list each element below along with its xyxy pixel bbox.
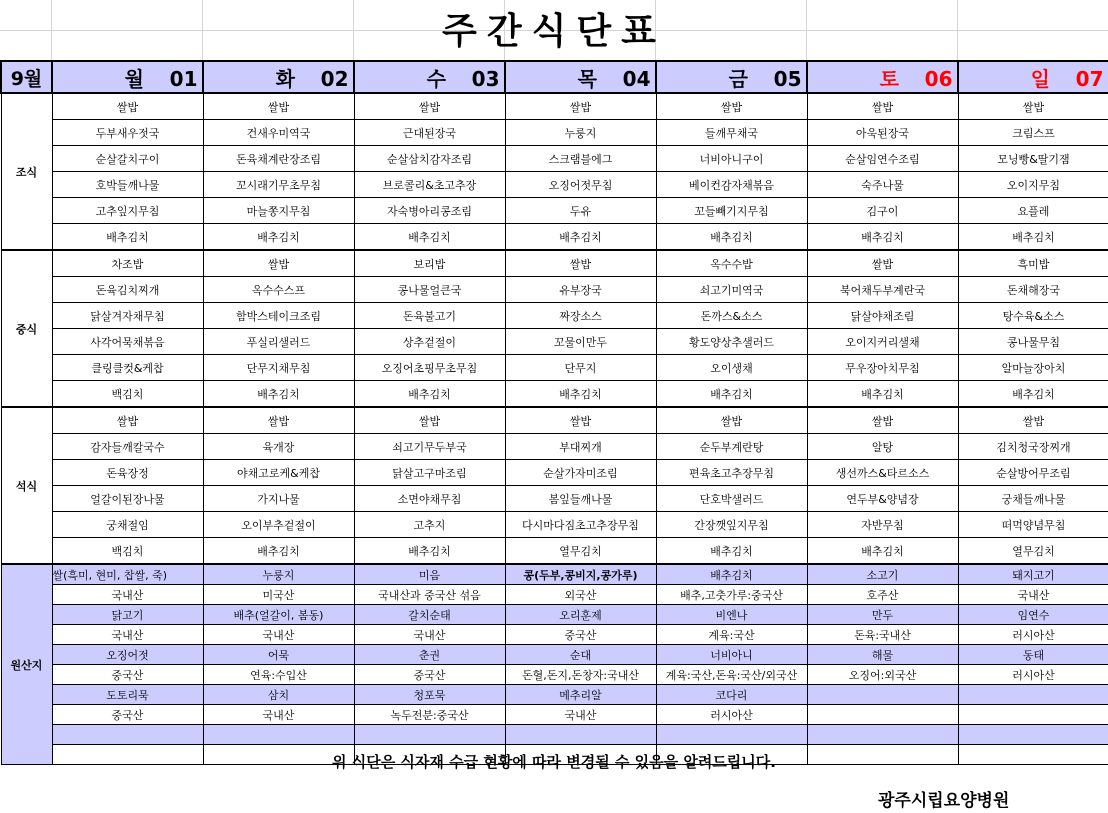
menu-cell: 순살임연수조림 [807,146,958,172]
menu-cell: 배추김치 [203,224,354,251]
notice-text: 위 식단은 식자재 수급 현황에 따라 변경될 수 있음을 알려드립니다. [332,753,776,771]
menu-cell: 김구이 [807,198,958,224]
menu-cell: 북어채두부계란국 [807,277,958,303]
day-header [52,61,203,93]
menu-cell: 알탕 [807,434,958,460]
menu-cell: 스크램블에그 [505,146,656,172]
menu-cell: 배추김치 [807,381,958,408]
menu-cell: 오이생채 [656,355,807,381]
menu-row [1,303,1108,329]
menu-cell: 쌀밥 [656,93,807,120]
menu-cell: 닭살고구마조림 [354,460,505,486]
menu-row [1,355,1108,381]
origin-cell: 미음 [354,564,505,585]
menu-cell: 배추김치 [354,224,505,251]
menu-cell: 열무김치 [958,538,1108,565]
menu-cell: 쌀밥 [958,93,1108,120]
menu-cell: 야채고로케&케찹 [203,460,354,486]
menu-cell: 콩나물무침 [958,329,1108,355]
origin-cell: 해물 [807,645,958,665]
origin-cell [656,725,807,745]
menu-cell: 돈육장정 [52,460,203,486]
menu-cell: 짜장소스 [505,303,656,329]
origin-cell: 춘권 [354,645,505,665]
menu-cell: 봄잎들깨나물 [505,486,656,512]
origin-cell [958,725,1108,745]
origin-cell: 계육:국산,돈육:국산/외국산 [656,665,807,685]
menu-cell: 꼬물이만두 [505,329,656,355]
menu-cell: 배추김치 [958,224,1108,251]
day-header [505,61,656,93]
origin-cell: 쌀(흑미, 현미, 찹쌀, 죽) [52,564,203,585]
menu-cell: 김치청국장찌개 [958,434,1108,460]
menu-cell: 누룽지 [505,120,656,146]
origin-cell: 외국산 [505,585,656,605]
menu-cell: 부대찌개 [505,434,656,460]
origin-cell: 콩(두부,콩비지,콩가루) [505,564,656,585]
origin-cell: 러시아산 [656,705,807,725]
day-name: 금 [728,66,748,91]
origin-cell: 임연수 [958,605,1108,625]
menu-cell: 편육초고추장무침 [656,460,807,486]
menu-cell: 돈육불고기 [354,303,505,329]
menu-cell: 마늘쫑지무침 [203,198,354,224]
menu-cell: 배추김치 [203,381,354,408]
menu-cell: 단호박샐러드 [656,486,807,512]
origin-cell: 국내산 [505,705,656,725]
menu-cell: 무우장아치무침 [807,355,958,381]
menu-cell: 떠먹양념무침 [958,512,1108,538]
origin-cell: 러시아산 [958,625,1108,645]
day-number: 04 [622,66,651,91]
origin-cell: 돼지고기 [958,564,1108,585]
menu-row [1,407,1108,434]
menu-cell: 궁채들깨나물 [958,486,1108,512]
menu-cell: 알마늘장아치 [958,355,1108,381]
menu-row [1,224,1108,251]
menu-cell: 배추김치 [656,538,807,565]
origin-cell: 메추리알 [505,685,656,705]
origin-row [1,564,1108,585]
menu-cell: 숙주나물 [807,172,958,198]
origin-row [1,665,1108,685]
menu-cell: 배추김치 [354,381,505,408]
menu-cell: 근대된장국 [354,120,505,146]
menu-cell: 쌀밥 [203,93,354,120]
menu-cell: 자숙병아리콩조림 [354,198,505,224]
origin-label: 원산지 [1,564,52,765]
menu-cell: 탕수육&소스 [958,303,1108,329]
origin-cell: 어묵 [203,645,354,665]
origin-cell: 배추(얼갈이, 봄동) [203,605,354,625]
menu-cell: 백김치 [52,538,203,565]
day-header-row [1,61,1108,93]
origin-row [1,645,1108,665]
menu-cell: 보리밥 [354,250,505,277]
menu-cell: 감자들깨칼국수 [52,434,203,460]
menu-cell: 쌀밥 [52,407,203,434]
menu-cell: 배추김치 [656,224,807,251]
meal-label: 조식 [1,93,52,250]
menu-cell: 옥수수밥 [656,250,807,277]
menu-cell: 들깨무채국 [656,120,807,146]
menu-cell: 쌀밥 [958,407,1108,434]
origin-cell: 계육:국산 [656,625,807,645]
day-name: 토 [879,66,899,91]
origin-cell: 갈치순태 [354,605,505,625]
day-number: 06 [924,66,953,91]
menu-cell: 닭살겨자채무침 [52,303,203,329]
menu-cell: 백김치 [52,381,203,408]
origin-cell: 국내산 [958,585,1108,605]
origin-cell: 중국산 [354,665,505,685]
origin-cell: 녹두전분:중국산 [354,705,505,725]
menu-cell: 함박스테이크조림 [203,303,354,329]
origin-cell: 도토리묵 [52,685,203,705]
origin-cell: 배추김치 [656,564,807,585]
menu-row [1,172,1108,198]
origin-cell: 러시아산 [958,665,1108,685]
menu-cell: 쌀밥 [203,250,354,277]
origin-row [1,685,1108,705]
menu-cell: 쌀밥 [807,250,958,277]
day-name: 화 [275,66,295,91]
origin-cell: 국내산 [203,625,354,645]
origin-cell: 국내산 [52,625,203,645]
menu-cell: 콩나물얼큰국 [354,277,505,303]
menu-cell: 쌀밥 [807,93,958,120]
menu-cell: 흑미밥 [958,250,1108,277]
menu-cell: 쌀밥 [505,407,656,434]
origin-cell [354,725,505,745]
origin-cell [807,685,958,705]
menu-cell: 건새우미역국 [203,120,354,146]
origin-cell: 국내산 [203,705,354,725]
menu-cell: 쌀밥 [203,407,354,434]
menu-row [1,329,1108,355]
menu-cell: 두부새우젓국 [52,120,203,146]
page-title: 주간식단표 [442,11,666,52]
origin-cell: 국내산 [354,625,505,645]
origin-cell [505,725,656,745]
menu-cell: 배추김치 [807,224,958,251]
menu-cell: 쌀밥 [354,93,505,120]
day-name: 목 [577,66,597,91]
menu-row [1,250,1108,277]
origin-cell: 돈육:국내산 [807,625,958,645]
menu-cell: 순두부계란탕 [656,434,807,460]
menu-cell: 모닝빵&딸기잼 [958,146,1108,172]
menu-row [1,198,1108,224]
menu-cell: 오이부추겉절이 [203,512,354,538]
menu-cell: 가지나물 [203,486,354,512]
menu-cell: 궁채절임 [52,512,203,538]
menu-cell: 꼬시래기무초무침 [203,172,354,198]
menu-cell: 크림스프 [958,120,1108,146]
meal-label: 석식 [1,407,52,564]
origin-row [1,625,1108,645]
meal-label: 중식 [1,250,52,407]
menu-row [1,277,1108,303]
origin-cell: 삼치 [203,685,354,705]
origin-cell: 국내산 [52,585,203,605]
month-cell: 9월 [1,61,52,93]
menu-cell: 순살삼치감자조림 [354,146,505,172]
menu-cell: 호박들깨나물 [52,172,203,198]
menu-cell: 단무지 [505,355,656,381]
menu-cell: 생선까스&타르소스 [807,460,958,486]
menu-cell: 요플레 [958,198,1108,224]
menu-cell: 순살가자미조림 [505,460,656,486]
origin-cell [807,725,958,745]
menu-cell: 클링클컷&케찹 [52,355,203,381]
origin-cell: 비엔나 [656,605,807,625]
menu-cell: 쌀밥 [656,407,807,434]
menu-cell: 유부장국 [505,277,656,303]
menu-row [1,512,1108,538]
menu-cell: 푸실리샐러드 [203,329,354,355]
menu-cell: 황도양상추샐러드 [656,329,807,355]
menu-cell: 단무지채무침 [203,355,354,381]
origin-cell: 너비아니 [656,645,807,665]
menu-row [1,146,1108,172]
menu-cell: 베이컨감자채볶음 [656,172,807,198]
day-name: 월 [124,66,144,91]
day-header [656,61,807,93]
menu-cell: 오이지커리샐채 [807,329,958,355]
menu-cell: 얼갈이된장나물 [52,486,203,512]
menu-cell: 육개장 [203,434,354,460]
day-number: 03 [471,66,500,91]
menu-cell: 사각어묵채볶음 [52,329,203,355]
menu-row [1,486,1108,512]
origin-row [1,585,1108,605]
origin-cell: 청포묵 [354,685,505,705]
origin-cell: 만두 [807,605,958,625]
origin-cell: 미국산 [203,585,354,605]
origin-row [1,705,1108,725]
menu-cell: 상추겉절이 [354,329,505,355]
menu-cell: 돈육김치찌개 [52,277,203,303]
day-header [203,61,354,93]
day-name: 수 [426,66,446,91]
origin-cell [958,705,1108,725]
menu-cell: 배추김치 [807,538,958,565]
menu-cell: 배추김치 [354,538,505,565]
menu-cell: 고추지 [354,512,505,538]
menu-row [1,538,1108,565]
menu-cell: 닭살야채조림 [807,303,958,329]
menu-cell: 배추김치 [505,224,656,251]
menu-cell: 고추잎지무침 [52,198,203,224]
origin-cell: 오징어젓 [52,645,203,665]
menu-cell: 오징어초핑무초무침 [354,355,505,381]
menu-cell: 배추김치 [203,538,354,565]
origin-cell: 오징어:외국산 [807,665,958,685]
weekly-menu-table [0,60,1108,765]
menu-cell: 쌀밥 [505,93,656,120]
day-header [807,61,958,93]
origin-cell: 연육:수입산 [203,665,354,685]
menu-cell: 간장깻잎지무침 [656,512,807,538]
day-header [958,61,1108,93]
origin-row [1,605,1108,625]
menu-cell: 돈육채계란장조림 [203,146,354,172]
day-header [354,61,505,93]
day-name: 일 [1030,66,1050,91]
origin-row [1,725,1108,745]
day-number: 01 [169,66,198,91]
menu-cell: 꼬들빼기지무침 [656,198,807,224]
menu-cell: 배추김치 [52,224,203,251]
menu-cell: 쌀밥 [505,250,656,277]
origin-cell: 소고기 [807,564,958,585]
origin-cell: 중국산 [52,665,203,685]
day-number: 02 [320,66,349,91]
origin-cell: 닭고기 [52,605,203,625]
menu-cell: 순살갈치구이 [52,146,203,172]
menu-cell: 오이지무침 [958,172,1108,198]
menu-cell: 다시마다짐초고추장무침 [505,512,656,538]
menu-cell: 너비아니구이 [656,146,807,172]
menu-cell: 배추김치 [505,381,656,408]
menu-row [1,381,1108,408]
menu-cell: 연두부&양념장 [807,486,958,512]
menu-cell: 자반무침 [807,512,958,538]
menu-cell: 쇠고기미역국 [656,277,807,303]
origin-cell: 배추,고춧가루:중국산 [656,585,807,605]
origin-cell: 호주산 [807,585,958,605]
hospital-name: 광주시립요양병원 [878,791,1010,811]
menu-cell: 브로콜리&초고추장 [354,172,505,198]
origin-cell [958,685,1108,705]
menu-cell: 순살방어무조림 [958,460,1108,486]
menu-cell: 오징어젓무침 [505,172,656,198]
menu-row [1,120,1108,146]
origin-cell: 코다리 [656,685,807,705]
menu-cell: 돈채해장국 [958,277,1108,303]
origin-cell [52,725,203,745]
menu-cell: 돈까스&소스 [656,303,807,329]
menu-cell: 쌀밥 [354,407,505,434]
origin-cell [807,705,958,725]
menu-row [1,93,1108,120]
menu-cell: 쇠고기무두부국 [354,434,505,460]
origin-cell: 국내산과 중국산 섞음 [354,585,505,605]
menu-cell: 아욱된장국 [807,120,958,146]
menu-cell: 배추김치 [656,381,807,408]
menu-cell: 두유 [505,198,656,224]
origin-cell: 순대 [505,645,656,665]
menu-cell: 차조밥 [52,250,203,277]
origin-cell: 중국산 [505,625,656,645]
origin-cell: 돈혈,돈지,돈창자:국내산 [505,665,656,685]
origin-cell: 오리훈제 [505,605,656,625]
menu-cell: 옥수수스프 [203,277,354,303]
menu-cell: 소면야채무침 [354,486,505,512]
menu-cell: 열무김치 [505,538,656,565]
menu-cell: 배추김치 [958,381,1108,408]
origin-cell [203,725,354,745]
origin-cell: 동태 [958,645,1108,665]
menu-cell: 쌀밥 [52,93,203,120]
day-number: 05 [773,66,802,91]
menu-row [1,460,1108,486]
day-number: 07 [1075,66,1104,91]
menu-cell: 쌀밥 [807,407,958,434]
menu-row [1,434,1108,460]
origin-cell: 중국산 [52,705,203,725]
origin-cell: 누룽지 [203,564,354,585]
